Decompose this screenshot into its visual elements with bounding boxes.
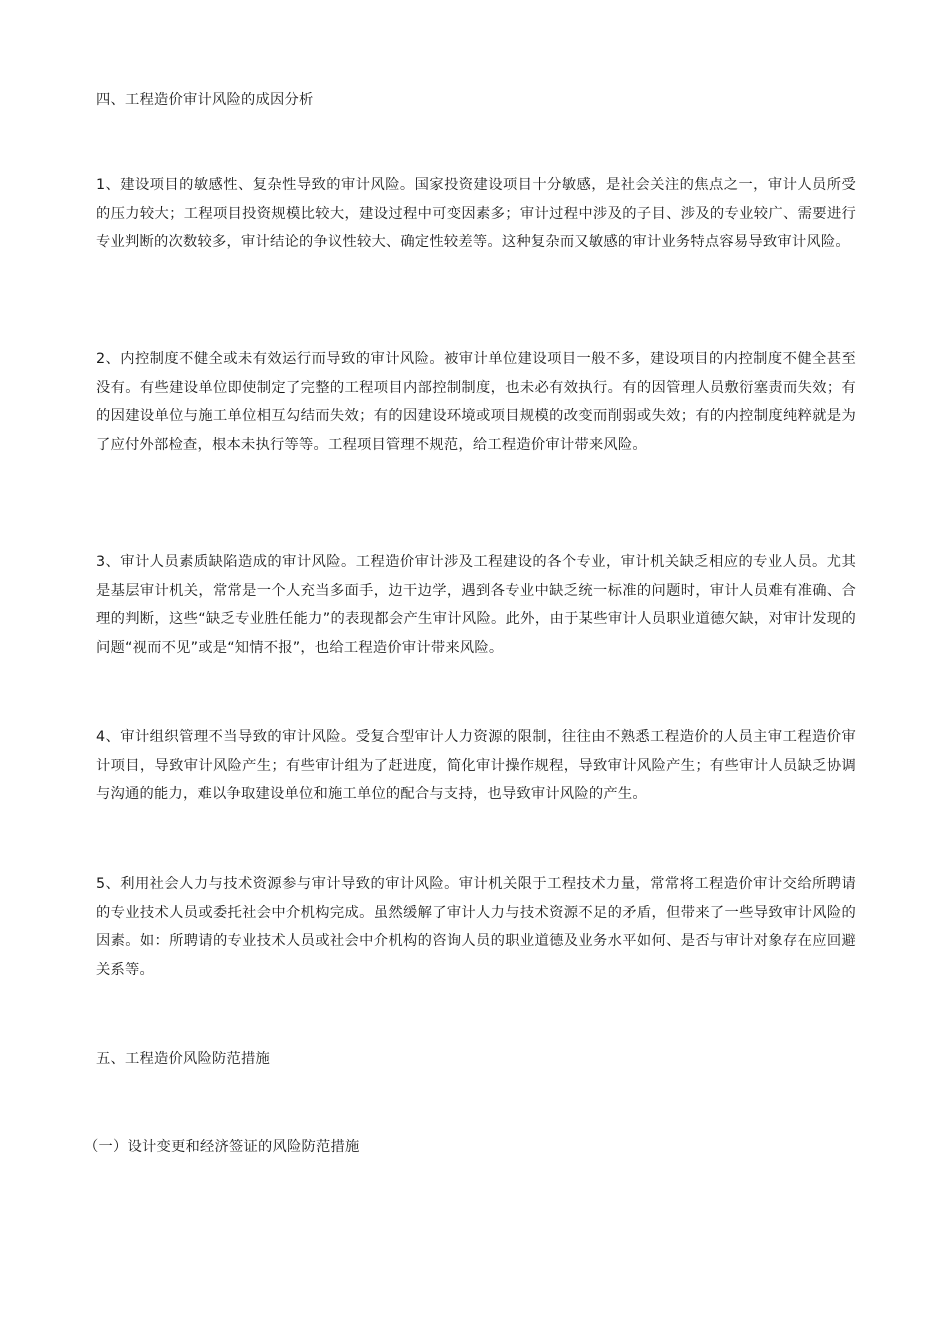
paragraph-3: 3、审计人员素质缺陷造成的审计风险。工程造价审计涉及工程建设的各个专业，审计机关缺乏相应的专业人员。尤其是基层审计机关，常常是一个人充当多面手，边干边学，遇到各专业中缺乏统一标准的问题时，审计人员难有准确、合理的判断，这些“缺乏专业胜任能力”的表现都会产生审计风险。此外，由于某些审计人员职业道德欠缺，对审计发现的问题“视而不见”或是“知情不报”，也给工程造价审计带来风险。 — [96, 554, 856, 656]
paragraph-5: 5、利用社会人力与技术资源参与审计导致的审计风险。审计机关限于工程技术力量，常常将工程造价审计交给所聘请的专业技术人员或委托社会中介机构完成。虽然缓解了审计人力与技术资源不足的矛盾，但带来了一些导致审计风险的因素。如：所聘请的专业技术人员或社会中介机构的咨询人员的职业道德及业务水平如何、是否与审计对象存在应回避关系等。 — [96, 876, 856, 978]
section-five-heading: 五、工程造价风险防范措施 — [96, 1051, 270, 1067]
paragraph-4: 4、审计组织管理不当导致的审计风险。受复合型审计人力资源的限制，往往由不熟悉工程造价的人员主审工程造价审计项目，导致审计风险产生；有些审计组为了赶进度，简化审计操作规程，导致审计风险产生；有些审计人员缺乏协调与沟通的能力，难以争取建设单位和施工单位的配合与支持，也导致审计风险的产生。 — [96, 729, 856, 803]
paragraph-2: 2、内控制度不健全或未有效运行而导致的审计风险。被审计单位建设项目一般不多，建设项目的内控制度不健全甚至没有。有些建设单位即使制定了完整的工程项目内部控制制度，也未必有效执行。有的因管理人员敷衍塞责而失效；有的因建设单位与施工单位相互勾结而失效；有的因建设环境或项目规模的改变而削弱或失效；有的内控制度纯粹就是为了应付外部检查，根本未执行等等。工程项目管理不规范，给工程造价审计带来风险。 — [96, 351, 856, 453]
section-four-heading: 四、工程造价审计风险的成因分析 — [96, 92, 314, 108]
paragraph-1: 1、建设项目的敏感性、复杂性导致的审计风险。国家投资建设项目十分敏感，是社会关注的焦点之一，审计人员所受的压力较大；工程项目投资规模比较大，建设过程中可变因素多；审计过程中涉及的子目、涉及的专业较广、需要进行专业判断的次数较多，审计结论的争议性较大、确定性较差等。这种复杂而又敏感的审计业务特点容易导致审计风险。 — [96, 177, 856, 251]
subsection-one-heading: （一）设计变更和经济签证的风险防范措施 — [84, 1139, 360, 1155]
